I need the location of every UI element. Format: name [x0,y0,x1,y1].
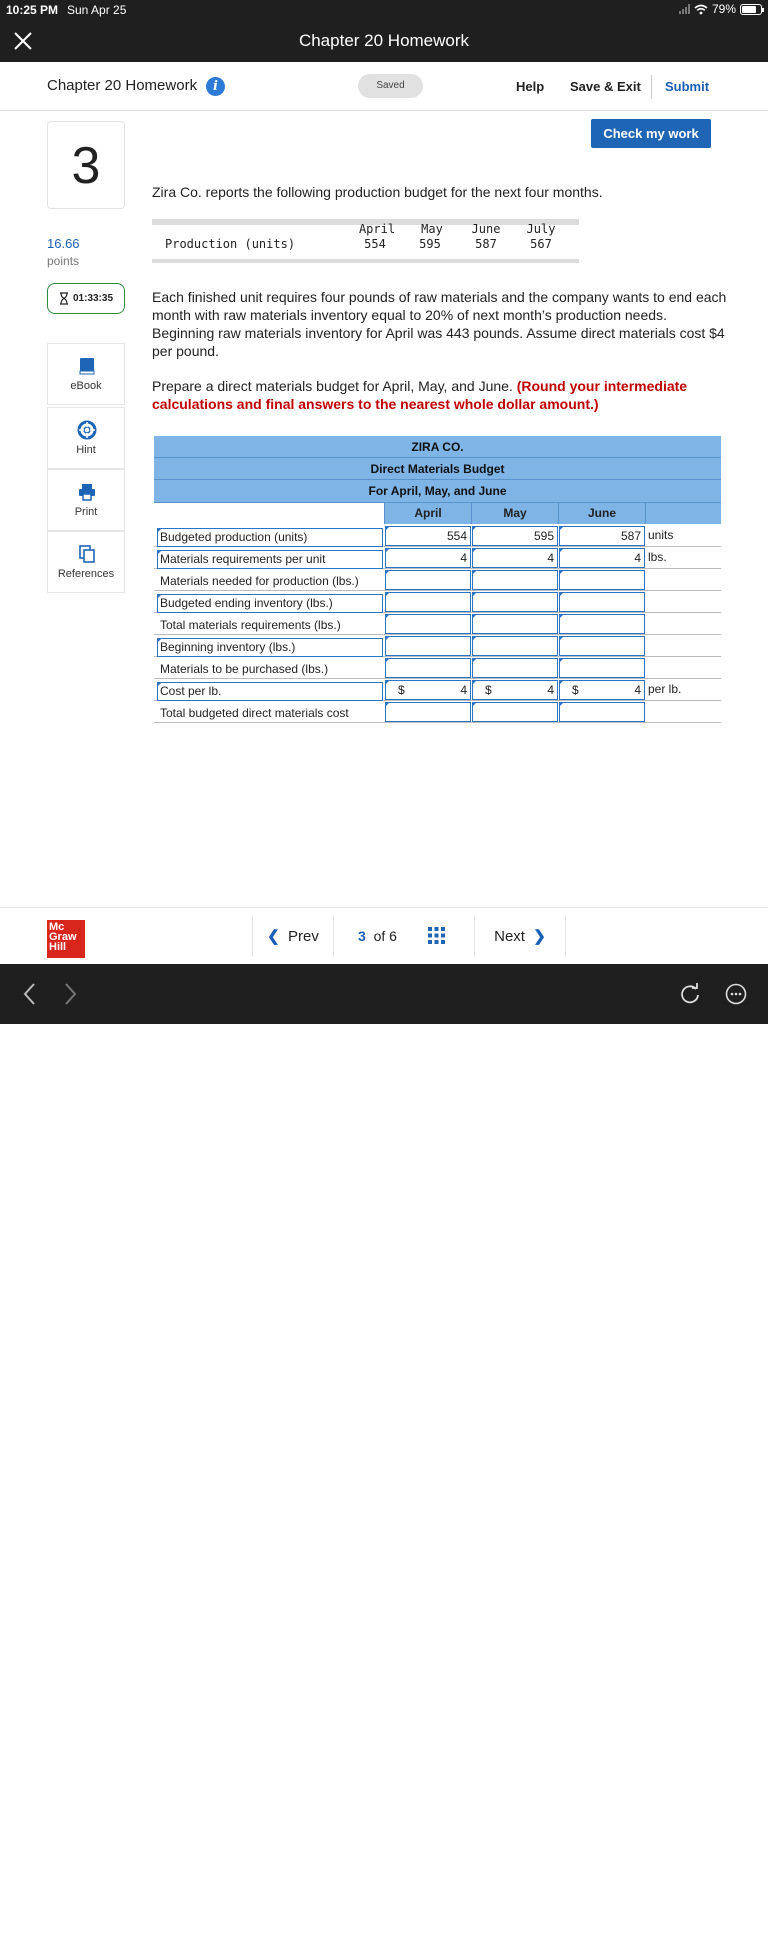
row-label-text: Materials requirements per unit [160,552,326,566]
budget-input-april[interactable] [385,658,471,678]
grid-icon[interactable] [428,927,445,944]
more-options-icon[interactable] [725,983,747,1005]
cell-marker-icon [472,570,477,575]
ebook-label: eBook [70,380,102,392]
info-icon[interactable]: i [206,77,225,96]
budget-input-april[interactable] [385,702,471,722]
row-label-text: Beginning inventory (lbs.) [160,640,296,654]
cell-marker-icon [559,614,564,619]
saved-status-badge: Saved [358,74,423,98]
cell-marker-icon [559,548,564,553]
budget-input-may[interactable] [472,592,558,612]
row-label: Total materials requirements (lbs.) [160,618,341,632]
budget-input-april[interactable] [385,526,471,546]
budget-row [154,701,721,723]
battery-percent: 79% [711,2,736,16]
forward-arrow-icon[interactable] [64,982,78,1006]
cell-marker-icon [472,526,477,531]
status-indicators [679,2,762,16]
points-value: 16.66 [47,236,80,251]
label-column-header [154,503,384,524]
signal-icon [679,4,690,14]
row-label: Materials needed for production (lbs.) [160,574,359,588]
budget-input-june[interactable] [559,658,645,678]
bottom-navigation [0,907,768,964]
logo-line: Hill [49,941,67,953]
status-time: 10:25 PM [6,3,59,17]
cell-marker-icon [385,592,390,597]
budget-input-june[interactable] [559,548,645,568]
production-value: 587 [475,237,497,251]
budget-input-may[interactable] [472,658,558,678]
budget-title: Direct Materials Budget [154,458,721,480]
points-label: points [47,254,80,268]
row-label [157,528,383,547]
hint-button[interactable] [47,407,125,469]
cell-value: 4 [547,683,554,697]
next-label: Next [494,928,525,945]
cell-marker-icon [559,592,564,597]
row-label [157,638,383,657]
budget-input-june[interactable] [559,636,645,656]
timer-value: 01:33:35 [72,293,114,304]
budget-input-june[interactable] [559,592,645,612]
status-date: Sun Apr 25 [67,3,127,17]
check-my-work-button[interactable]: Check my work [591,119,711,148]
month-header: June [471,222,501,236]
budget-row [154,657,721,679]
cell-marker-icon [472,636,477,641]
cell-marker-icon [559,570,564,575]
row-label-text: Cost per lb. [160,684,222,698]
cell-marker-icon [157,528,162,533]
row-label: Total budgeted direct materials cost [160,706,349,720]
browser-toolbar [0,964,768,1024]
cell-value: 4 [460,683,467,697]
budget-row [154,591,721,613]
reload-icon[interactable] [679,983,701,1005]
column-header-may: May [471,503,558,524]
cell-marker-icon [559,526,564,531]
header-divider [651,75,652,99]
currency-symbol: $ [485,683,492,697]
cell-marker-icon [385,614,390,619]
column-header-april: April [384,503,471,524]
cell-marker-icon [385,570,390,575]
submit-link[interactable]: Submit [665,79,710,94]
cell-marker-icon [559,702,564,707]
save-exit-link[interactable]: Save & Exit [570,79,641,94]
references-label: References [57,568,115,580]
references-icon [77,544,97,564]
back-arrow-icon[interactable] [22,982,36,1006]
budget-input-june[interactable] [559,614,645,634]
currency-symbol: $ [398,683,405,697]
chevron-right-icon: ❯ [533,928,546,945]
window-title: Chapter 20 Homework [298,31,470,50]
budget-input-april[interactable] [385,592,471,612]
budget-input-april[interactable] [385,548,471,568]
hint-icon [77,420,97,440]
question-instructions [152,377,727,413]
month-header: July [526,222,556,236]
question-paragraph: Each finished unit requires four pounds of raw materials and the company wants to end each month with raw materials inventory equal to 20% of next month’s production needs. Beginning raw materials inventory for April was 443 pounds. Assume direct materials cost $4 per pound. [152,289,727,359]
budget-input-june[interactable] [559,680,645,700]
row-label-text: Budgeted production (units) [160,530,308,544]
budget-row [154,613,721,635]
month-header: April [358,222,396,236]
cell-marker-icon [472,592,477,597]
unit-column-header [645,503,721,524]
ebook-button[interactable] [47,343,125,405]
help-link[interactable]: Help [516,79,545,94]
print-button[interactable] [47,469,125,531]
budget-input-may[interactable] [472,526,558,546]
cell-marker-icon [472,702,477,707]
row-label [157,682,383,701]
budget-input-april[interactable] [385,570,471,590]
column-header-june: June [558,503,645,524]
chevron-left-icon: ❮ [267,928,280,945]
cell-marker-icon [157,594,162,599]
row-label: Materials to be purchased (lbs.) [160,662,329,676]
logo-line: Mc [49,921,65,933]
book-icon [77,356,97,376]
hint-label: Hint [76,444,96,456]
budget-input-may[interactable] [472,548,558,568]
production-value: 595 [419,237,441,251]
budget-input-may[interactable] [472,614,558,634]
title-bar [0,0,768,62]
cell-value: 4 [634,551,641,565]
cell-marker-icon [385,680,390,685]
budget-input-may[interactable] [472,680,558,700]
battery-icon [740,4,762,15]
cell-marker-icon [559,680,564,685]
assignment-title: Chapter 20 Homework [47,77,198,94]
cell-value: 554 [446,529,467,543]
print-icon [77,482,97,502]
prev-button[interactable] [252,916,334,957]
cell-value: 587 [620,529,641,543]
cell-marker-icon [472,680,477,685]
budget-input-april[interactable] [385,614,471,634]
budget-input-june[interactable] [559,570,645,590]
budget-period: For April, May, and June [154,480,721,503]
current-page: 3 [358,928,366,944]
cell-marker-icon [472,658,477,663]
budget-row [154,679,721,701]
timer[interactable] [47,283,125,314]
row-label [157,550,383,569]
budget-input-april[interactable] [385,680,471,700]
budget-company: ZIRA CO. [154,436,721,458]
mcgraw-hill-logo [47,920,85,958]
cell-marker-icon [472,614,477,619]
cell-marker-icon [559,658,564,663]
row-unit: per lb. [648,682,682,696]
hourglass-icon [59,292,69,305]
cell-marker-icon [385,658,390,663]
assignment-header [0,62,768,111]
cell-value: 4 [547,551,554,565]
budget-row [154,635,721,657]
question-intro: Zira Co. reports the following production budget for the next four months. [152,184,603,200]
budget-row [154,525,721,547]
instructions-text: Prepare a direct materials budget for April, May, and June. [152,378,517,394]
next-button[interactable] [474,916,566,957]
cell-marker-icon [385,548,390,553]
cell-marker-icon [157,682,162,687]
budget-row [154,569,721,591]
references-button[interactable] [47,531,125,593]
budget-input-may[interactable] [472,636,558,656]
production-label: Production (units) [165,237,296,251]
cell-value: 595 [533,529,554,543]
cell-value: 4 [634,683,641,697]
print-label: Print [74,506,98,518]
row-label-text: Budgeted ending inventory (lbs.) [160,596,333,610]
rounding-note: (Round your intermediate calculations and final answers to the nearest whole dollar amount.) [152,378,688,412]
month-header: May [421,222,443,236]
production-value: 567 [530,237,552,251]
wifi-icon [694,4,708,15]
budget-row [154,547,721,569]
production-table [152,219,579,263]
budget-input-june[interactable] [559,702,645,722]
cell-marker-icon [559,636,564,641]
row-label [157,594,383,613]
page-total: of 6 [373,928,397,944]
cell-value: 4 [460,551,467,565]
cell-marker-icon [157,550,162,555]
logo-line: Graw [49,931,77,943]
budget-input-june[interactable] [559,526,645,546]
budget-input-april[interactable] [385,636,471,656]
cell-marker-icon [385,526,390,531]
budget-input-may[interactable] [472,570,558,590]
cell-marker-icon [472,548,477,553]
question-number: 3 [47,121,125,209]
cell-marker-icon [385,702,390,707]
page-indicator [358,928,397,944]
row-unit: units [648,528,674,542]
prev-label: Prev [288,928,319,945]
currency-symbol: $ [572,683,579,697]
cell-marker-icon [385,636,390,641]
production-value: 554 [364,237,386,251]
row-unit: lbs. [648,550,667,564]
cell-marker-icon [157,638,162,643]
budget-input-may[interactable] [472,702,558,722]
